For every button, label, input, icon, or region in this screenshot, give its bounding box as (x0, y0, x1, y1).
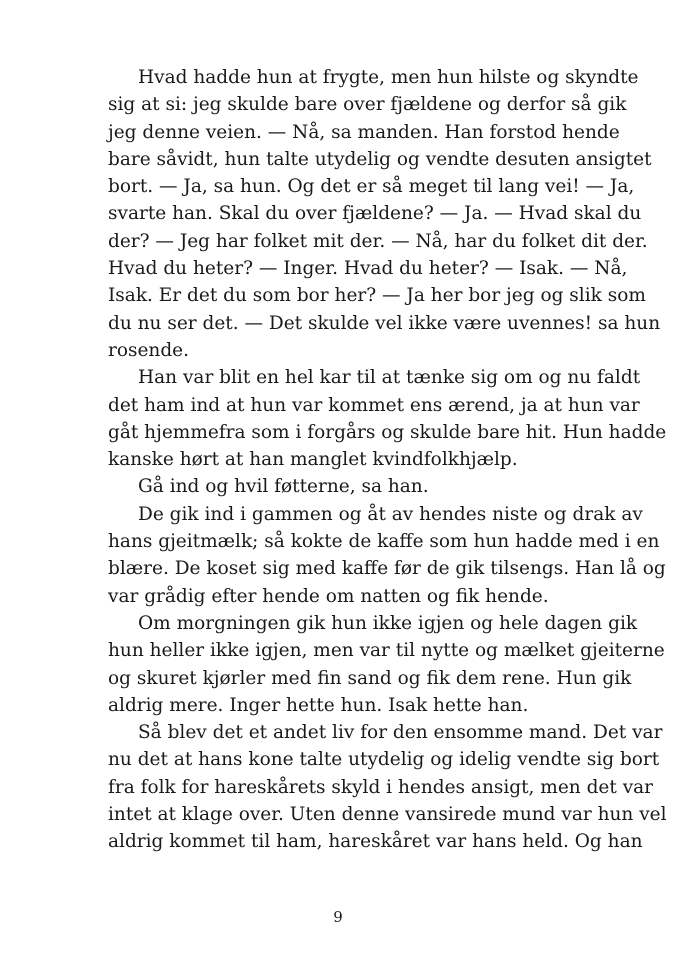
text-line: Gå ind og hvil føtterne, sa han. (138, 476, 429, 498)
text-line: Om morgningen gik hun ikke igjen og hele dagen gik (138, 612, 638, 634)
text-line: bort. — Ja, sa hun. Og det er så meget til lang vei! — Ja, (108, 176, 635, 198)
text-line: nu det at hans kone talte utydelig og idelig vendte sig bort (108, 749, 660, 771)
text-line: var grådig efter hende om natten og fik hende. (108, 585, 549, 607)
text-line: intet at klage over. Uten denne vansirede mund var hun vel (108, 804, 667, 826)
text-line: der? — Jeg har folket mit der. — Nå, har du folket dit der. (108, 230, 648, 252)
text-line: sig at si: jeg skulde bare over fjældene og derfor så gik (108, 94, 627, 116)
text-line: rosende. (108, 339, 190, 361)
body-text (78, 64, 667, 856)
paragraph (78, 64, 661, 364)
text-line: kanske hørt at han manglet kvindfolkhjælp. (108, 449, 518, 471)
text-line: fra folk for hareskårets skyld i hendes ansigt, men det var (108, 776, 654, 798)
text-line: blære. De koset sig med kaffe før de gik tilsengs. Han lå og (108, 558, 666, 580)
text-line: hun heller ikke igjen, men var til nytte og mælket gjeiterne (108, 640, 665, 662)
text-line: jeg denne veien. — Nå, sa manden. Han forstod hende (108, 121, 620, 143)
paragraph (78, 501, 666, 610)
text-line: aldrig kommet til ham, hareskåret var hans held. Og han (108, 831, 643, 853)
text-line: svarte han. Skal du over fjældene? — Ja. — Hvad skal du (108, 203, 642, 225)
paragraph (78, 364, 667, 473)
text-line: gåt hjemmefra som i forgårs og skulde bare hit. Hun hadde (108, 421, 667, 443)
text-line: Isak. Er det du som bor her? — Ja her bor jeg og slik som (108, 285, 646, 307)
paragraph (78, 610, 665, 719)
text-line: og skuret kjørler med fin sand og fik dem rene. Hun gik (108, 667, 632, 689)
text-line: Han var blit en hel kar til at tænke sig om og nu faldt (138, 367, 641, 389)
page-number: 9 (333, 908, 343, 926)
text-line: Hvad hadde hun at frygte, men hun hilste og skyndte (138, 67, 639, 88)
text-line: hans gjeitmælk; så kokte de kaffe som hun hadde med i en (108, 531, 660, 553)
text-line: det ham ind at hun var kommet ens ærend, ja at hun var (108, 394, 640, 416)
text-line: aldrig mere. Inger hette hun. Isak hette han. (108, 694, 529, 716)
text-line: du nu ser det. — Det skulde vel ikke være uvennes! sa hun (108, 312, 661, 334)
text-line: Så blev det et andet liv for den ensomme mand. Det var (138, 722, 663, 744)
text-line: De gik ind i gammen og åt av hendes niste og drak av (138, 503, 643, 525)
paragraph (78, 473, 613, 500)
paragraph (78, 719, 667, 855)
text-line: Hvad du heter? — Inger. Hvad du heter? — Isak. — Nå, (108, 258, 628, 280)
text-line: bare såvidt, hun talte utydelig og vendte desuten ansigtet (108, 148, 652, 170)
